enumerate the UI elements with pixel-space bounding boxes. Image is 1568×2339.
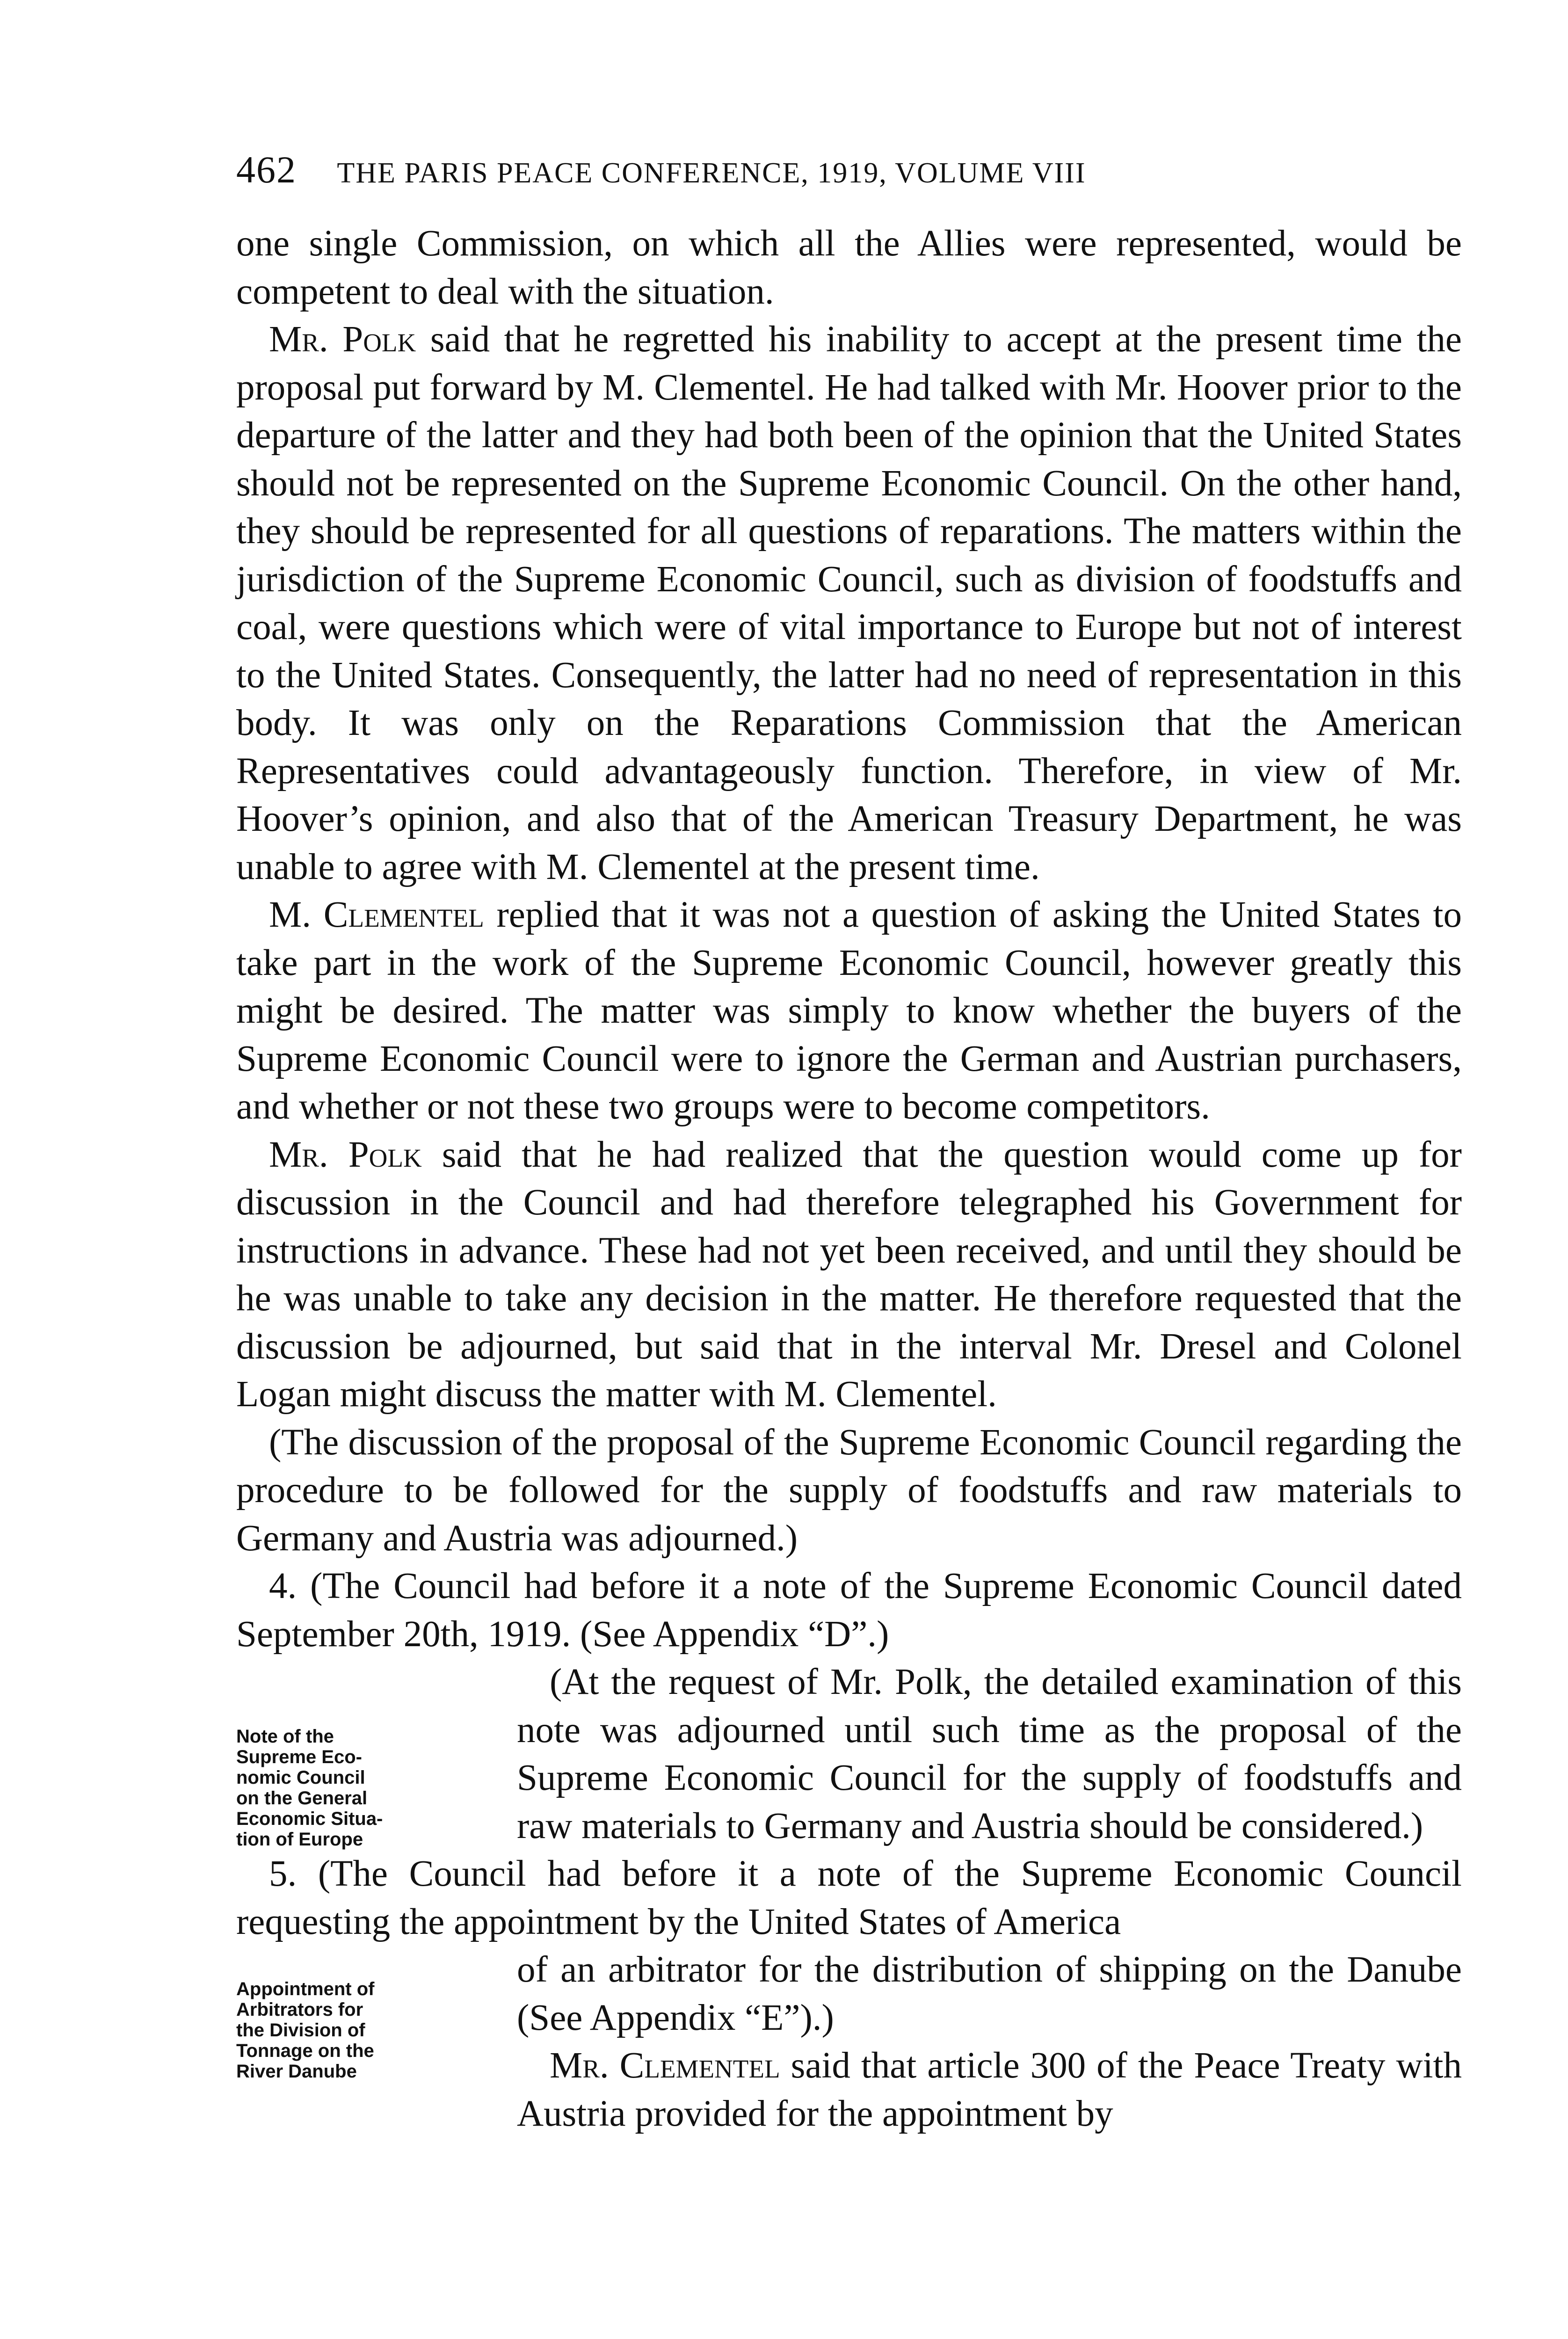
item-5-text-2 <box>517 2042 1462 2138</box>
sidenote-line: tion of Europe <box>236 1829 363 1850</box>
item-5-lead: 5. (The Council had before it a note of the Supreme Economic Council requesting the appointment by the United States of America <box>236 1853 1462 1942</box>
sidenote-line: Appointment of <box>236 1979 375 1999</box>
sidenote-line: Tonnage on the <box>236 2041 374 2061</box>
paragraph-polk-2 <box>236 1131 1462 1419</box>
paragraph-text: said that he regretted his inability to accept at the present time the proposal put forward by M. Clementel. He had talked with Mr. Hoover prior to the departure of the latter and they had both been of the opinion that the United States should not be represented on the Supreme Economic Council. On the other hand, they should be represented for all questions of reparations. The matters within the jurisdiction of the Supreme Economic Council, such as division of foodstuffs and coal, were questions which were of vital importance to Europe but not of interest to the United States. Consequently, the latter had no need of representation in this body. It was only on the Reparations Commission that the American Representatives could advantageously function. Therefore, in view of Mr. Hoover’s opinion, and also that of the American Treasury Department, he was unable to agree with M. Clementel at the present time. <box>236 319 1462 887</box>
page-body <box>236 220 1462 2138</box>
paragraph-continued: one single Commission, on which all the Allies were represented, would be competent to deal with the situation. <box>236 223 1462 312</box>
paragraph-text: replied that it was not a question of asking the United States to take part in the work of the Supreme Economic Council, however greatly this might be desired. The matter was simply to know whether the buyers of the Supreme Economic Council were to ignore the German and Austrian purchasers, and whether or not these two groups were to become competitors. <box>236 894 1462 1127</box>
speaker-name: Mr. Clementel <box>550 2045 780 2086</box>
page-header <box>236 144 1462 196</box>
sidenote-item-4 <box>236 1726 498 1850</box>
paragraph-polk-1 <box>236 316 1462 891</box>
running-title: THE PARIS PEACE CONFERENCE, 1919, VOLUME VIII <box>337 157 1086 189</box>
sidenote-line: Economic Situa- <box>236 1809 383 1829</box>
item-5-text-1: of an arbitrator for the distribution of shipping on the Danube (See Appendix “E”).) <box>517 1949 1462 2038</box>
item-4-text: (At the request of Mr. Polk, the detailed examination of this note was adjourned until such time as the proposal of the Supreme Economic Council for the supply of foodstuffs and raw materials to Germany and Austria should be considered.) <box>517 1662 1462 1846</box>
speaker-name: Mr. Polk <box>269 1134 422 1175</box>
item-5-block <box>236 1946 1462 2138</box>
paragraph-adjourned: (The discussion of the proposal of the Supreme Economic Council regarding the procedure to be followed for the supply of foodstuffs and raw materials to Germany and Austria was adjourned.) <box>236 1422 1462 1559</box>
speaker-name: M. Clementel <box>269 894 484 935</box>
paragraph-text: said that article 300 of the Peace Treaty with Austria provided for the appointment by <box>517 2045 1462 2134</box>
item-4-lead: 4. (The Council had before it a note of the Supreme Economic Council dated September 20th, 1919. (See Appendix “D”.) <box>236 1566 1462 1655</box>
page-number: 462 <box>236 148 297 191</box>
sidenote-item-5 <box>236 1979 498 2082</box>
sidenote-line: River Danube <box>236 2061 357 2082</box>
sidenote-line: Note of the <box>236 1726 334 1747</box>
sidenote-line: the Division of <box>236 2020 365 2041</box>
sidenote-line: nomic Council <box>236 1767 365 1788</box>
paragraph-clementel-1 <box>236 891 1462 1131</box>
paragraph-text: said that he had realized that the question would come up for discussion in the Council and had therefore telegraphed his Government for instructions in advance. These had not yet been received, and until they should be he was unable to take any decision in the matter. He therefore requested that the discussion be adjourned, but said that in the interval Mr. Dresel and Colonel Logan might discuss the matter with M. Clementel. <box>236 1134 1462 1415</box>
item-4-block <box>236 1658 1462 1850</box>
sidenote-line: Arbitrators for <box>236 1999 363 2020</box>
sidenote-line: Supreme Eco- <box>236 1747 362 1767</box>
sidenote-line: on the General <box>236 1788 368 1809</box>
speaker-name: Mr. Polk <box>269 319 416 360</box>
